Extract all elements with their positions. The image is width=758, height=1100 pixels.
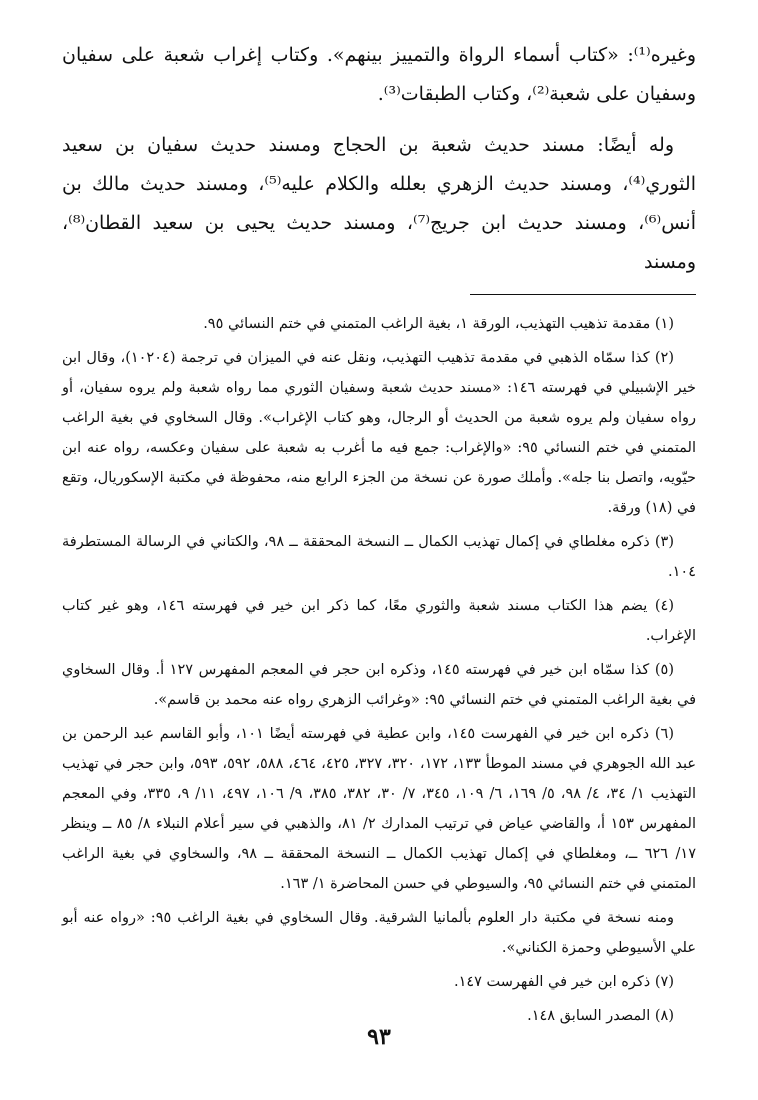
main-text [62, 36, 696, 282]
footnote: (٦) ذكره ابن خير في الفهرست ١٤٥، وابن عطية في فهرسته أيضًا ١٠١، وأبو القاسم عبد الرحمن بن عبد الله الجوهري في مسند الموطأ ١٣٣، ١٧٢، ٣٢٠، ٣٢٧، ٤٢٥، ٤٦٤، ٥٨٨، ٥٩٢، ٥٩٣، وابن حجر في تهذيب التهذيب ١/ ٣٤، ٤/ ٩٨، ٥/ ١٦٩، ٦/ ١٠٩، ٣٤٥، ٧/ ٣٠، ٣٨٢، ٣٨٥، ٩/ ١٠٦، ٤٩٧، ١١/ ٩، ٣٣٥، وفي المعجم المفهرس ١٥٣ أ، والقاضي عياض في ترتيب المدارك ٢/ ٨١، والذهبي في سير أعلام النبلاء ٨/ ٨٥ ــ وينظر ١٧/ ٦٢٦ ــ، ومغلطاي في إكمال تهذيب الكمال ــ النسخة المحققة ــ ٩٨، والسخاوي في بغية الراغب المتمني في ختم النسائي ٩٥، والسيوطي في حسن المحاضرة ١/ ١٦٣. [62, 726, 697, 892]
footnote: (١) مقدمة تذهيب التهذيب، الورقة ١، بغية الراغب المتمني في ختم النسائي ٩٥. [203, 316, 674, 332]
footnote: (٢) كذا سمّاه الذهبي في مقدمة تذهيب التهذيب، ونقل عنه في الميزان في ترجمة (١٠٢٠٤)، وقال ابن خير الإشبيلي في فهرسته ١٤٦: «مسند حديث شعبة وسفيان الثوري مما رواه شعبة ولم يروه سفيان، أو رواه سفيان ولم يروه شعبة من الحديث أو الرجال، وهو كتاب الإغراب». وقال السخاوي في بغية الراغب المتمني في ختم النسائي ٩٥: «والإغراب: جمع فيه ما أغرب به شعبة على سفيان وعكسه، رواه عنه ابن حيّويه، واتصل بنا جله». وأملك صورة عن نسخة من الجزء الرابع منه، محفوظة في مكتبة الإسكوريال، وتقع في (١٨) ورقة. [62, 350, 696, 516]
footnotes [62, 309, 696, 1031]
footnote: (٧) ذكره ابن خير في الفهرست ١٤٧. [453, 974, 674, 990]
main-paragraph: وغيره⁽¹⁾: «كتاب أسماء الرواة والتمييز بينهم». وكتاب إغراب شعبة على سفيان وسفيان على شعبة⁽²⁾، وكتاب الطبقات⁽³⁾. [62, 44, 696, 105]
footnote: (٨) المصدر السابق ١٤٨. [527, 1008, 674, 1024]
footnote-divider [470, 294, 696, 295]
footnote: (٣) ذكره مغلطاي في إكمال تهذيب الكمال ــ النسخة المحققة ــ ٩٨، والكتاني في الرسالة المستطرفة ١٠٤. [62, 534, 696, 580]
page-number: ٩٣ [367, 1024, 391, 1050]
footnote: (٥) كذا سمّاه ابن خير في فهرسته ١٤٥، وذكره ابن حجر في المعجم المفهرس ١٢٧ أ. وقال السخاوي في بغية الراغب المتمني في ختم النسائي ٩٥: «وغرائب الزهري رواه عنه محمد بن قاسم». [62, 662, 696, 708]
footnote-continuation: ومنه نسخة في مكتبة دار العلوم بألمانيا الشرقية. وقال السخاوي في بغية الراغب ٩٥: «رواه عنه أبو علي الأسيوطي وحمزة الكناني». [62, 910, 696, 956]
footnote: (٤) يضم هذا الكتاب مسند شعبة والثوري معًا، كما ذكر ابن خير في فهرسته ١٤٦، وهو غير كتاب الإغراب. [62, 598, 696, 644]
main-paragraph: وله أيضًا: مسند حديث شعبة بن الحجاج ومسند حديث سفيان بن سعيد الثوري⁽⁴⁾، ومسند حديث الزهري بعلله والكلام عليه⁽⁵⁾، ومسند حديث مالك بن أنس⁽⁶⁾، ومسند حديث ابن جريج⁽⁷⁾، ومسند حديث يحيى بن سعيد القطان⁽⁸⁾، ومسند [62, 134, 696, 273]
